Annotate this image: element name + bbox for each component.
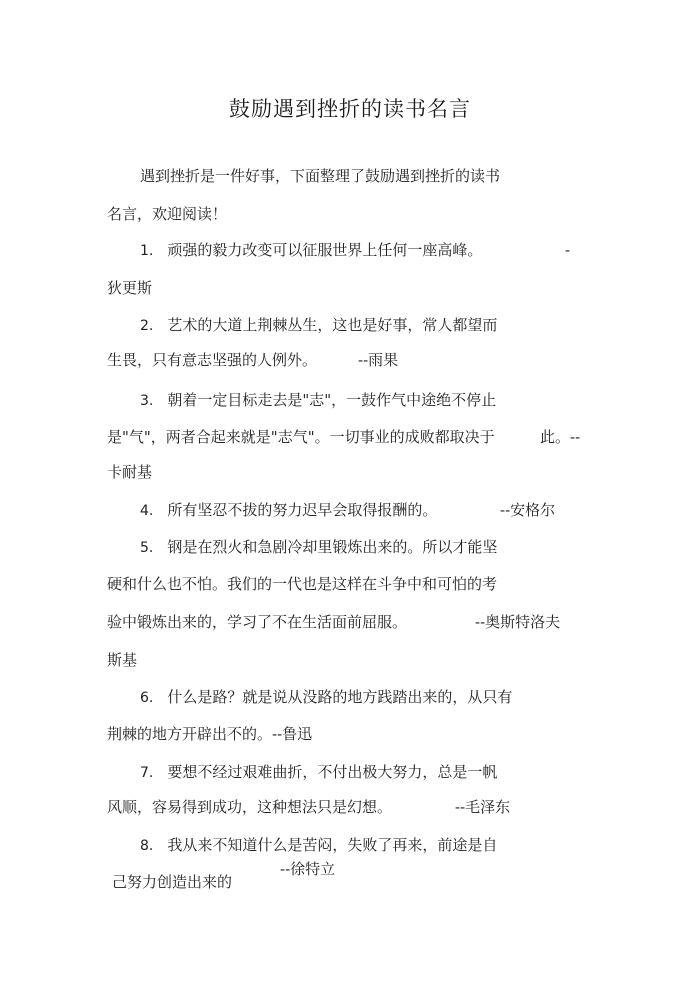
quote-8-line-1 bbox=[140, 835, 497, 856]
quote-6-line-2: 荆棘的地方开辟出不的。--鲁迅 bbox=[107, 725, 313, 743]
quote-8-author: --徐特立 bbox=[280, 860, 336, 878]
intro-line-1: 遇到挫折是一件好事，下面整理了鼓励遇到挫折的读书 bbox=[140, 167, 501, 185]
quote-text: 我从来不知道什么是苦闷，失败了再来，前途是自 bbox=[167, 836, 498, 854]
quote-text: 要想不经过艰难曲折，不付出极大努力，总是一帆 bbox=[167, 763, 498, 781]
quote-text: 所有坚忍不拔的努力迟早会取得报酬的。 bbox=[167, 501, 438, 519]
intro-line-2: 名言，欢迎阅读！ bbox=[107, 205, 228, 223]
quote-7-line-2: 风顺，容易得到成功，这种想法只是幻想。 bbox=[107, 798, 393, 816]
quote-3-author: 卡耐基 bbox=[107, 463, 153, 481]
quote-1-author: 狄更斯 bbox=[107, 279, 153, 297]
quote-4-line-1 bbox=[140, 500, 437, 521]
quote-text: 朝着一定目标走去是"志"，一鼓作气中途绝不停止 bbox=[167, 391, 497, 409]
document-title: 鼓励遇到挫折的读书名言 bbox=[229, 97, 471, 121]
quote-2-author: --雨果 bbox=[358, 351, 399, 369]
quote-3-line-2: 是"气"，两者合起来就是"志气"。一切事业的成败都取决于 bbox=[107, 428, 495, 446]
quote-2-line-2: 生畏，只有意志坚强的人例外。 bbox=[107, 351, 318, 369]
quote-5-author-cont: 斯基 bbox=[107, 651, 138, 669]
quote-number: 4. bbox=[140, 503, 154, 519]
quote-number: 8. bbox=[140, 838, 154, 854]
quote-1-dash: - bbox=[565, 241, 571, 259]
quote-text: 顽强的毅力改变可以征服世界上任何一座高峰。 bbox=[167, 241, 483, 259]
quote-number: 6. bbox=[140, 690, 154, 706]
quote-8-line-2: 己努力创造出来的 bbox=[112, 873, 233, 891]
quote-2-line-1 bbox=[140, 315, 497, 336]
quote-number: 1. bbox=[140, 243, 154, 259]
quote-text: 艺术的大道上荆棘丛生，这也是好事，常人都望而 bbox=[167, 316, 498, 334]
quote-3-line-1 bbox=[140, 390, 496, 411]
quote-1-line-1 bbox=[140, 240, 482, 261]
quote-text: 钢是在烈火和急剧冷却里锻炼出来的。所以才能坚 bbox=[167, 538, 498, 556]
quote-5-author: --奥斯特洛夫 bbox=[475, 613, 561, 631]
quote-5-line-2: 硬和什么也不怕。我们的一代也是这样在斗争中和可怕的考 bbox=[107, 575, 498, 593]
quote-7-author: --毛泽东 bbox=[455, 798, 511, 816]
quote-4-author: --安格尔 bbox=[500, 501, 556, 519]
quote-text: 什么是路？就是说从没路的地方践踏出来的，从只有 bbox=[167, 688, 513, 706]
quote-number: 5. bbox=[140, 540, 154, 556]
quote-number: 2. bbox=[140, 318, 154, 334]
quote-3-line-2-tail: 此。-- bbox=[540, 428, 581, 446]
quote-number: 3. bbox=[140, 393, 154, 409]
quote-number: 7. bbox=[140, 765, 154, 781]
quote-7-line-1 bbox=[140, 762, 497, 783]
quote-5-line-1 bbox=[140, 537, 497, 558]
quote-5-line-3: 验中锻炼出来的，学习了不在生活面前屈服。 bbox=[107, 613, 408, 631]
quote-6-line-1 bbox=[140, 687, 512, 708]
